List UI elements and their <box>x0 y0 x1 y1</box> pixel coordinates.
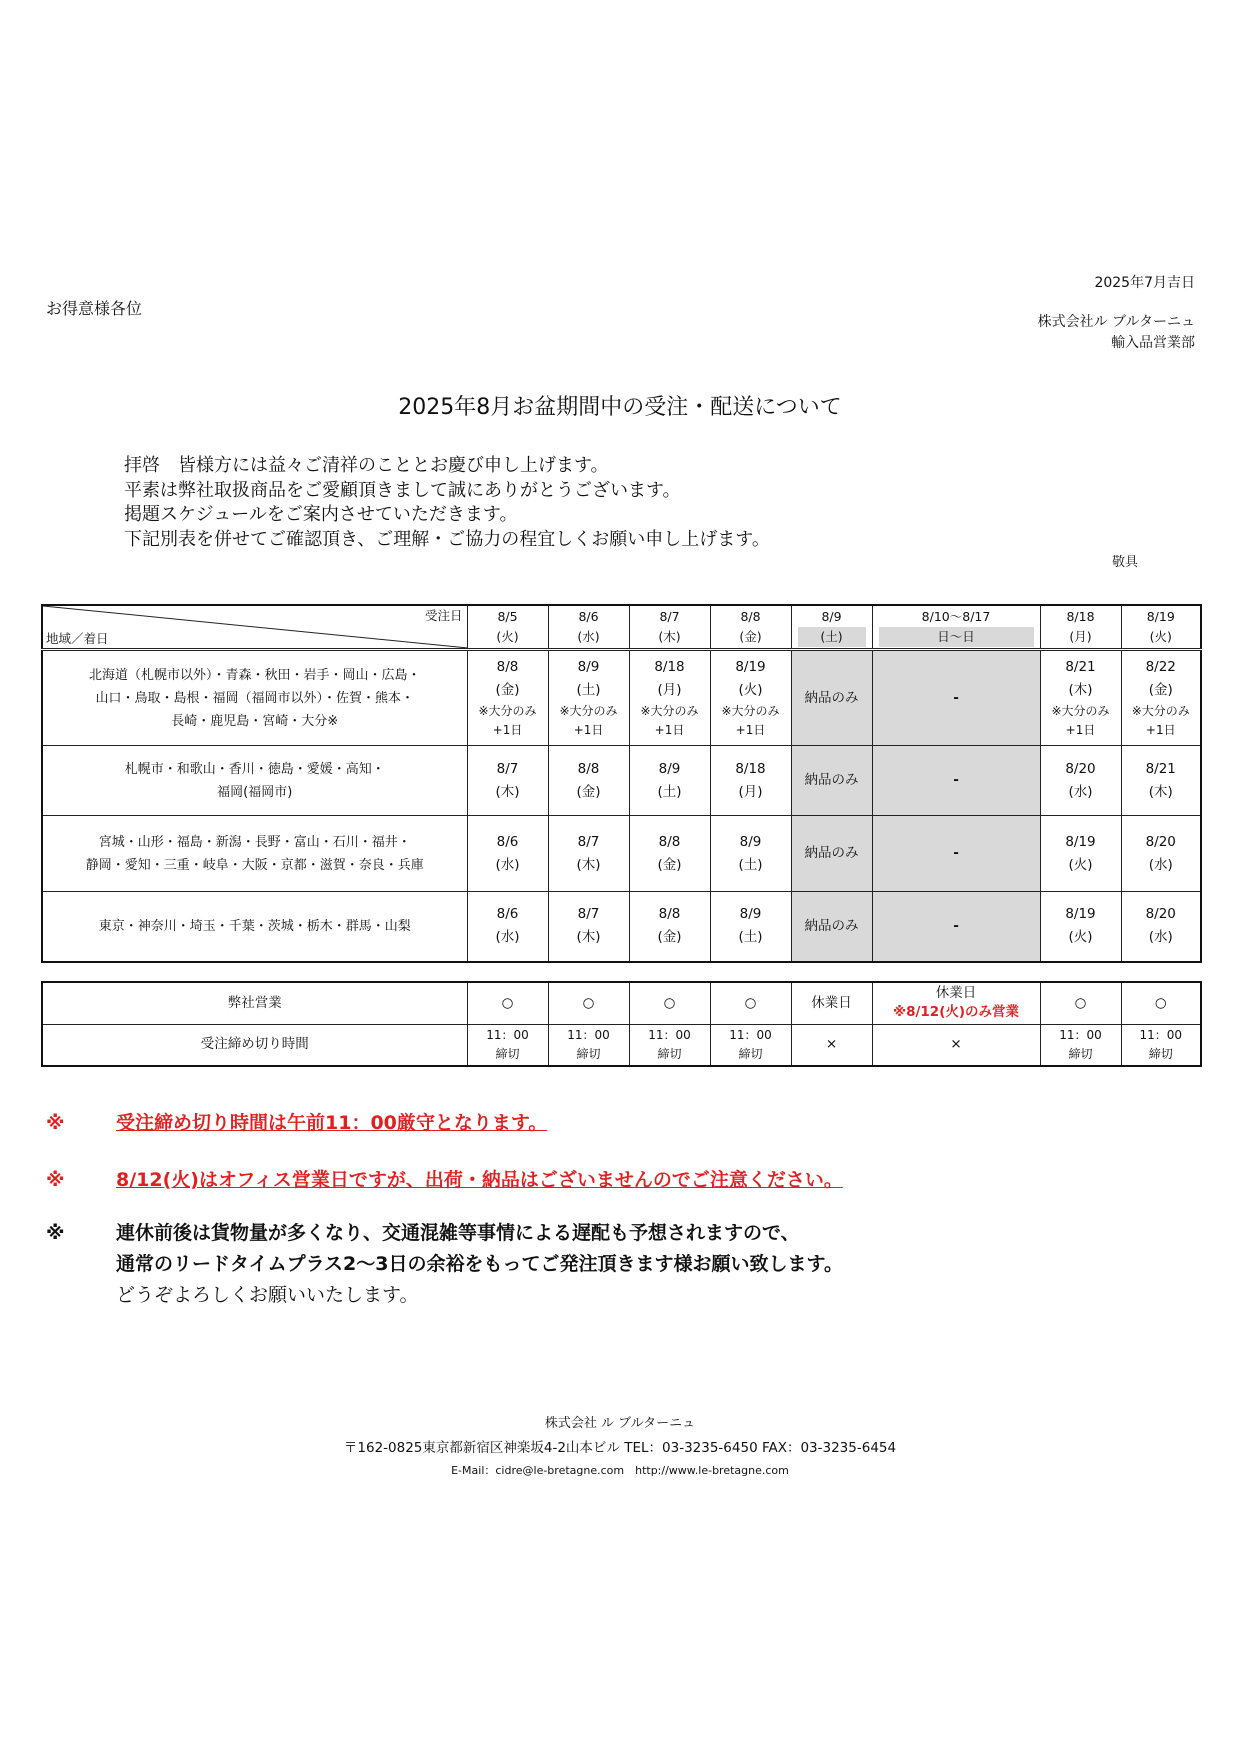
delivery-cell: 8/6 (水) <box>467 816 548 892</box>
sender-block <box>1038 312 1195 354</box>
delivery-only-cell: 納品のみ <box>791 650 872 746</box>
delivery-cell: 8/9 (土) <box>710 816 791 892</box>
region-cell: 東京・神奈川・埼玉・千葉・茨城・栃木・群馬・山梨 <box>42 892 467 962</box>
delivery-cell: 8/21 (木) ※大分のみ +1日 <box>1040 650 1121 746</box>
corner-order-label: 受注日 <box>424 608 463 623</box>
schedule-table <box>41 604 1202 963</box>
delivery-cell: 8/20 (水) <box>1121 816 1201 892</box>
order-date-header: 8/19 (火) <box>1121 605 1201 650</box>
delivery-cell: 8/20 (水) <box>1121 892 1201 962</box>
greeting <box>124 454 770 552</box>
cutoff-cell: 11：00 締切 <box>1040 1024 1121 1066</box>
delivery-cell: 8/9 (土) ※大分のみ +1日 <box>548 650 629 746</box>
delivery-cell: 8/22 (金) ※大分のみ +1日 <box>1121 650 1201 746</box>
document-date: 2025年7月吉日 <box>1094 275 1195 291</box>
cutoff-cell: 11：00 締切 <box>548 1024 629 1066</box>
dash-cell: - <box>872 650 1040 746</box>
order-date-header: 8/7 (木) <box>629 605 710 650</box>
delivery-cell: 8/18 (月) <box>710 746 791 816</box>
dash-cell: - <box>872 892 1040 962</box>
sender-department: 輸入品営業部 <box>1111 335 1195 351</box>
open-mark: ○ <box>1040 982 1121 1024</box>
delivery-cell: 8/7 (木) <box>548 892 629 962</box>
no-cutoff-cell: × <box>872 1024 1040 1066</box>
order-date-header: 8/18 (月) <box>1040 605 1121 650</box>
closing: 敬具 <box>1111 555 1138 570</box>
open-mark: ○ <box>710 982 791 1024</box>
order-date-header: 8/10～8/17 日～日 <box>872 605 1040 650</box>
cutoff-row <box>42 1024 1201 1066</box>
table-row <box>42 650 1201 746</box>
delivery-cell: 8/8 (金) <box>548 746 629 816</box>
holiday-note: ※8/12(火)のみ営業 <box>892 1004 1020 1021</box>
delivery-cell: 8/8 (金) <box>629 892 710 962</box>
open-mark: ○ <box>629 982 710 1024</box>
dash-cell: - <box>872 816 1040 892</box>
footer-address: 〒162-0825東京都新宿区神楽坂4-2山本ビル TEL：03-3235-6450 FAX：03-3235-6454 <box>343 1440 897 1456</box>
delivery-cell: 8/7 (木) <box>548 816 629 892</box>
table-row <box>42 746 1201 816</box>
corner-region-label: 地域／着日 <box>46 631 109 646</box>
region-cell: 北海道（札幌市以外）・青森・秋田・岩手・岡山・広島・ 山口・鳥取・島根・福岡（福岡市以外）・佐賀・熊本・ 長崎・鹿児島・宮崎・大分※ <box>42 650 467 746</box>
open-mark: ○ <box>467 982 548 1024</box>
order-date-header: 8/5 (火) <box>467 605 548 650</box>
delivery-only-cell: 納品のみ <box>791 892 872 962</box>
greeting-line: 拝啓 皆様方には益々ご清祥のこととお慶び申し上げます。 <box>124 455 609 476</box>
operations-table <box>41 981 1202 1067</box>
open-mark: ○ <box>548 982 629 1024</box>
note-office-day: ※ 8/12(火)はオフィス営業日ですが、出荷・納品はございませんのでご注意ください。 <box>46 1169 843 1191</box>
corner-cell <box>42 605 467 650</box>
table-row <box>42 816 1201 892</box>
recipient: お得意様各位 <box>46 299 143 318</box>
delivery-cell: 8/9 (土) <box>629 746 710 816</box>
delivery-cell: 8/18 (月) ※大分のみ +1日 <box>629 650 710 746</box>
delivery-cell: 8/9 (土) <box>710 892 791 962</box>
region-cell: 札幌市・和歌山・香川・徳島・愛媛・高知・ 福岡(福岡市) <box>42 746 467 816</box>
dash-cell: - <box>872 746 1040 816</box>
delivery-only-cell: 納品のみ <box>791 746 872 816</box>
delivery-cell: 8/21 (木) <box>1121 746 1201 816</box>
document-title: 2025年8月お盆期間中の受注・配送について <box>398 395 842 420</box>
note-mark: ※ <box>46 1222 65 1244</box>
order-date-header: 8/8 (金) <box>710 605 791 650</box>
note-cutoff: ※ 受注締め切り時間は午前11：00厳守となります。 <box>46 1112 548 1134</box>
delivery-only-cell: 納品のみ <box>791 816 872 892</box>
holiday-cell: 休業日 <box>791 982 872 1024</box>
cutoff-cell: 11：00 締切 <box>629 1024 710 1066</box>
schedule-header-row <box>42 605 1201 650</box>
delivery-cell: 8/19 (火) ※大分のみ +1日 <box>710 650 791 746</box>
delivery-cell: 8/8 (金) <box>629 816 710 892</box>
cutoff-cell: 11：00 締切 <box>467 1024 548 1066</box>
business-label: 弊社営業 <box>42 982 467 1024</box>
sender-company: 株式会社ル ブルターニュ <box>1037 314 1195 330</box>
delivery-cell: 8/8 (金) ※大分のみ +1日 <box>467 650 548 746</box>
open-mark: ○ <box>1121 982 1201 1024</box>
note-mark: ※ <box>46 1169 65 1191</box>
delivery-cell: 8/20 (水) <box>1040 746 1121 816</box>
footer-company: 株式会社 ル ブルターニュ <box>544 1416 696 1431</box>
business-row <box>42 982 1201 1024</box>
greeting-line: 平素は弊社取扱商品をご愛顧頂きまして誠にありがとうございます。 <box>124 479 681 501</box>
holiday-cell: 休業日 ※8/12(火)のみ営業 <box>872 982 1040 1024</box>
cutoff-label: 受注締め切り時間 <box>42 1024 467 1066</box>
note-mark: ※ <box>46 1112 65 1134</box>
cutoff-cell: 11：00 締切 <box>710 1024 791 1066</box>
greeting-line: 掲題スケジュールをご案内させていただきます。 <box>124 504 518 525</box>
cutoff-cell: 11：00 締切 <box>1121 1024 1201 1066</box>
table-row <box>42 892 1201 962</box>
delivery-cell: 8/6 (水) <box>467 892 548 962</box>
delivery-cell: 8/7 (木) <box>467 746 548 816</box>
delivery-cell: 8/19 (火) <box>1040 892 1121 962</box>
delivery-cell: 8/19 (火) <box>1040 816 1121 892</box>
order-date-header: 8/9 (土) <box>791 605 872 650</box>
greeting-line: 下記別表を併せてご確認頂き、ご理解・ご協力の程宜しくお願い申し上げます。 <box>124 528 770 550</box>
note-lead-time: ※ 連休前後は貨物量が多くなり、交通混雑等事情による遅配も予想されますので、 通常のリードタイムプラス2～3日の余裕をもってご発注頂きます様お願い致します。 どうぞよろしくお願いいたします。 <box>46 1218 843 1311</box>
region-cell: 宮城・山形・福島・新潟・長野・富山・石川・福井・ 静岡・愛知・三重・岐阜・大阪・京都・滋賀・奈良・兵庫 <box>42 816 467 892</box>
order-date-header: 8/6 (水) <box>548 605 629 650</box>
no-cutoff-cell: × <box>791 1024 872 1066</box>
footer-contact: E-Mail：cidre@le-bretagne.com http://www.le-bretagne.com <box>451 1464 789 1477</box>
